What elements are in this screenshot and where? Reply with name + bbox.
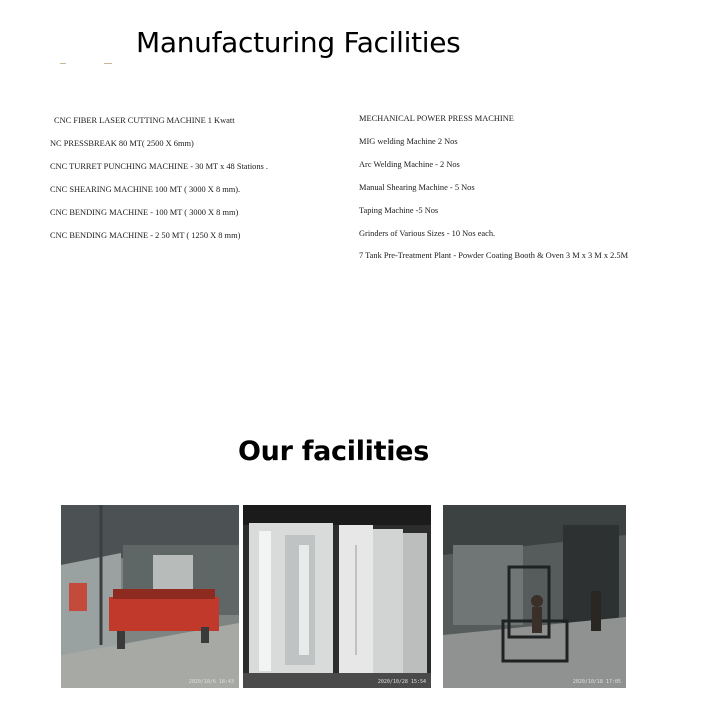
factory-laser-cutter-photo [61, 505, 239, 688]
list-item: 7 Tank Pre-Treatment Plant - Powder Coating Booth & Oven 3 M x 3 M x 2.5M [359, 251, 629, 260]
list-item: Taping Machine -5 Nos [359, 206, 439, 215]
list-item: NC PRESSBREAK 80 MT( 2500 X 6mm) [50, 139, 194, 148]
list-item: Manual Shearing Machine - 5 Nos [359, 183, 475, 192]
list-item: Arc Welding Machine - 2 Nos [359, 160, 460, 169]
decorative-dash [104, 63, 112, 64]
list-item: MIG welding Machine 2 Nos [359, 137, 458, 146]
list-item: CNC FIBER LASER CUTTING MACHINE 1 Kwatt [54, 116, 235, 125]
list-item: MECHANICAL POWER PRESS MACHINE [359, 114, 514, 123]
welding-frame-workshop-photo [443, 505, 626, 688]
list-item: CNC BENDING MACHINE - 100 MT ( 3000 X 8 mm) [50, 208, 239, 217]
list-item: CNC SHEARING MACHINE 100 MT ( 3000 X 8 mm). [50, 185, 241, 194]
photo-timestamp: 2020/10/18 17:05 [572, 679, 621, 685]
section-title: Our facilities [238, 436, 429, 467]
machinery-list-left [50, 115, 350, 253]
list-item: CNC BENDING MACHINE - 2 50 MT ( 1250 X 8 mm) [50, 231, 241, 240]
photo-timestamp: 2020/10/28 15:54 [377, 679, 426, 685]
photo-timestamp: 2020/10/6 18:43 [188, 679, 234, 685]
machinery-list-right [359, 113, 659, 264]
decorative-dash [60, 63, 66, 64]
electrical-panel-enclosures-photo [243, 505, 431, 688]
list-item: Grinders of Various Sizes - 10 Nos each. [359, 229, 496, 238]
page-title: Manufacturing Facilities [136, 26, 461, 59]
list-item: CNC TURRET PUNCHING MACHINE - 30 MT x 48 Stations . [50, 162, 268, 171]
